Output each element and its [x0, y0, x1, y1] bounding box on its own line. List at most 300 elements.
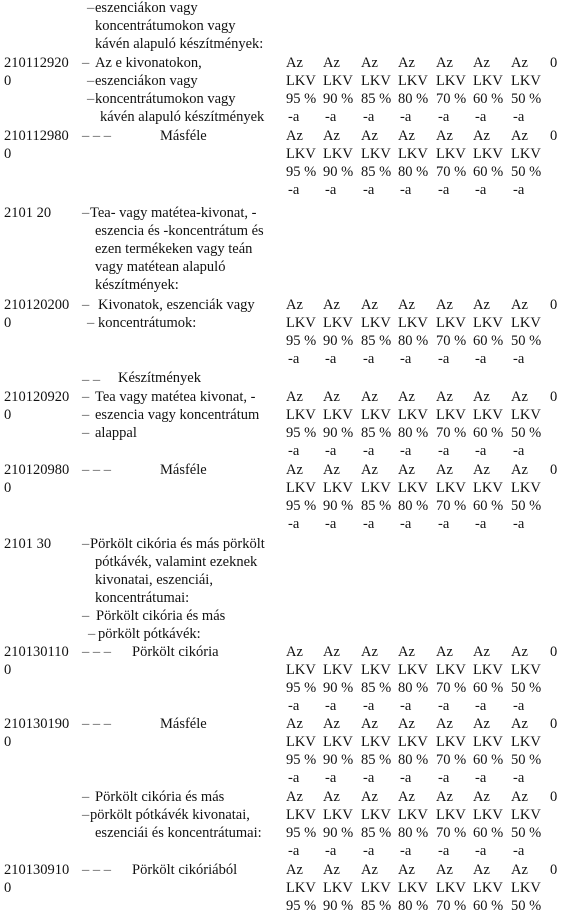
rate-lkv: LKV [511, 734, 541, 750]
desc-line: eszenciákon vagy [95, 73, 198, 89]
rate-az: Az [398, 128, 415, 144]
dash-mark: – – – [82, 644, 111, 660]
rate-az: Az [473, 462, 490, 478]
rate-lkv: LKV [473, 480, 503, 496]
dash-mark: – – [82, 372, 101, 388]
rate-lkv: LKV [323, 480, 353, 496]
desc-line: készítmények: [95, 277, 179, 293]
rate-az: Az [511, 862, 528, 878]
rate-percent: 95 % [286, 164, 317, 180]
desc-line: Tea- vagy matétea-kivonat, - [90, 205, 257, 221]
dash-mark: – [82, 789, 90, 805]
rate-suffix: -a [325, 182, 337, 198]
dash-mark: – – – [82, 128, 111, 144]
rate-az: Az [361, 862, 378, 878]
rate-az: Az [286, 297, 303, 313]
rate-lkv: LKV [361, 146, 391, 162]
rate-percent: 50 % [511, 898, 542, 914]
rate-suffix: -a [475, 351, 487, 367]
rate-suffix: -a [475, 109, 487, 125]
rate-suffix: -a [438, 109, 450, 125]
tariff-code: 2101 20 [4, 205, 52, 221]
rate-suffix: -a [288, 516, 300, 532]
rate-az: Az [436, 862, 453, 878]
rate-az: Az [473, 789, 490, 805]
desc-line: eszencia és -koncentrátum és [95, 223, 264, 239]
rate-suffix: -a [325, 698, 337, 714]
rate-suffix: -a [400, 516, 412, 532]
rate-lkv: LKV [398, 73, 428, 89]
rate-lkv: LKV [511, 807, 541, 823]
rate-percent: 90 % [323, 498, 354, 514]
rate-az: Az [473, 297, 490, 313]
desc-line: alappal [95, 425, 137, 441]
rate-lkv: LKV [286, 480, 316, 496]
rate-final: 0 [550, 297, 558, 313]
rate-percent: 60 % [473, 752, 504, 768]
rate-az: Az [473, 644, 490, 660]
rate-az: Az [398, 297, 415, 313]
rate-lkv: LKV [323, 734, 353, 750]
rate-percent: 95 % [286, 825, 317, 841]
rate-az: Az [511, 389, 528, 405]
rate-az: Az [473, 389, 490, 405]
rate-percent: 70 % [436, 825, 467, 841]
rate-final: 0 [550, 862, 558, 878]
rate-final: 0 [550, 644, 558, 660]
dash-mark: – [82, 205, 90, 221]
rate-lkv: LKV [323, 662, 353, 678]
tariff-code-suffix: 0 [4, 315, 12, 331]
dash-mark: – [87, 0, 95, 16]
rate-final: 0 [550, 462, 558, 478]
rate-az: Az [511, 644, 528, 660]
rate-az: Az [323, 644, 340, 660]
dash-mark: – – – [82, 716, 111, 732]
rate-suffix: -a [475, 698, 487, 714]
rate-lkv: LKV [436, 480, 466, 496]
rate-percent: 80 % [398, 898, 429, 914]
rate-az: Az [398, 789, 415, 805]
rate-lkv: LKV [286, 73, 316, 89]
rate-lkv: LKV [361, 734, 391, 750]
rate-suffix: -a [363, 351, 375, 367]
rate-az: Az [436, 462, 453, 478]
rate-lkv: LKV [286, 315, 316, 331]
rate-suffix: -a [513, 516, 525, 532]
rate-percent: 95 % [286, 680, 317, 696]
desc-line: koncentrátumokon vagy [95, 18, 236, 34]
rate-suffix: -a [513, 443, 525, 459]
rate-lkv: LKV [398, 662, 428, 678]
rate-suffix: -a [400, 443, 412, 459]
rate-percent: 70 % [436, 333, 467, 349]
desc-line: Az e kivonatokon, [95, 55, 202, 71]
rate-final: 0 [550, 389, 558, 405]
rate-suffix: -a [288, 770, 300, 786]
rate-suffix: -a [438, 351, 450, 367]
rate-final: 0 [550, 716, 558, 732]
rate-lkv: LKV [511, 146, 541, 162]
rate-percent: 90 % [323, 680, 354, 696]
dash-mark: – [82, 536, 90, 552]
dash-mark: – [82, 297, 90, 313]
rate-percent: 85 % [361, 898, 392, 914]
desc-line: Pörkölt cikóriából [132, 862, 238, 878]
rate-lkv: LKV [323, 315, 353, 331]
rate-az: Az [436, 55, 453, 71]
rate-percent: 60 % [473, 680, 504, 696]
rate-az: Az [323, 128, 340, 144]
rate-lkv: LKV [323, 73, 353, 89]
rate-suffix: -a [438, 843, 450, 859]
rate-percent: 70 % [436, 680, 467, 696]
rate-percent: 80 % [398, 498, 429, 514]
rate-percent: 60 % [473, 825, 504, 841]
rate-lkv: LKV [323, 407, 353, 423]
rate-suffix: -a [513, 698, 525, 714]
rate-percent: 60 % [473, 898, 504, 914]
rate-lkv: LKV [361, 662, 391, 678]
rate-lkv: LKV [511, 662, 541, 678]
rate-az: Az [361, 55, 378, 71]
desc-line: Pörkölt cikória és más pörkölt [90, 536, 265, 552]
rate-lkv: LKV [436, 315, 466, 331]
desc-line: Készítmények [118, 370, 201, 386]
rate-lkv: LKV [398, 146, 428, 162]
rate-percent: 80 % [398, 91, 429, 107]
rate-lkv: LKV [436, 734, 466, 750]
tariff-code-suffix: 0 [4, 662, 12, 678]
rate-percent: 50 % [511, 825, 542, 841]
rate-suffix: -a [325, 770, 337, 786]
rate-az: Az [473, 716, 490, 732]
rate-percent: 90 % [323, 898, 354, 914]
dash-mark: – [87, 73, 95, 89]
rate-lkv: LKV [398, 880, 428, 896]
rate-percent: 90 % [323, 91, 354, 107]
desc-line: koncentrátumokon vagy [95, 91, 236, 107]
desc-line: vagy matétean alapuló [95, 259, 226, 275]
rate-percent: 85 % [361, 333, 392, 349]
rate-suffix: -a [438, 443, 450, 459]
rate-suffix: -a [475, 516, 487, 532]
desc-line: koncentrátumai: [95, 590, 190, 606]
desc-line: kávén alapuló készítmények [100, 109, 265, 125]
rate-az: Az [398, 716, 415, 732]
rate-az: Az [286, 716, 303, 732]
desc-line: Kivonatok, eszenciák vagy [98, 297, 255, 313]
rate-lkv: LKV [398, 315, 428, 331]
rate-suffix: -a [363, 443, 375, 459]
rate-lkv: LKV [323, 146, 353, 162]
dash-mark: – [88, 626, 96, 642]
desc-line: Tea vagy matétea kivonat, - [95, 389, 256, 405]
rate-percent: 80 % [398, 825, 429, 841]
rate-lkv: LKV [361, 315, 391, 331]
tariff-code-suffix: 0 [4, 73, 12, 89]
rate-percent: 50 % [511, 752, 542, 768]
rate-az: Az [323, 462, 340, 478]
rate-az: Az [436, 716, 453, 732]
rate-az: Az [398, 462, 415, 478]
rate-percent: 85 % [361, 91, 392, 107]
rate-suffix: -a [438, 770, 450, 786]
dash-mark: – – – [82, 462, 111, 478]
rate-suffix: -a [475, 443, 487, 459]
tariff-code: 210120200 [4, 297, 70, 313]
rate-suffix: -a [325, 516, 337, 532]
rate-suffix: -a [325, 443, 337, 459]
rate-percent: 90 % [323, 425, 354, 441]
rate-percent: 60 % [473, 333, 504, 349]
rate-az: Az [398, 389, 415, 405]
rate-suffix: -a [438, 516, 450, 532]
rate-suffix: -a [363, 843, 375, 859]
rate-lkv: LKV [436, 146, 466, 162]
rate-lkv: LKV [361, 880, 391, 896]
tariff-code: 210120980 [4, 462, 70, 478]
desc-line: eszenciái és koncentrátumai: [95, 825, 262, 841]
rate-suffix: -a [288, 443, 300, 459]
rate-lkv: LKV [473, 880, 503, 896]
rate-lkv: LKV [436, 880, 466, 896]
rate-percent: 80 % [398, 425, 429, 441]
rate-percent: 50 % [511, 333, 542, 349]
tariff-code: 210112920 [4, 55, 69, 71]
rate-az: Az [323, 789, 340, 805]
rate-percent: 50 % [511, 680, 542, 696]
rate-lkv: LKV [398, 407, 428, 423]
rate-final: 0 [550, 55, 558, 71]
rate-suffix: -a [400, 182, 412, 198]
desc-line: kivonatai, eszenciái, [95, 572, 213, 588]
rate-lkv: LKV [436, 662, 466, 678]
rate-az: Az [323, 716, 340, 732]
rate-suffix: -a [363, 182, 375, 198]
tariff-code: 210130190 [4, 716, 70, 732]
rate-az: Az [361, 789, 378, 805]
desc-line: pörkölt pótkávék kivonatai, [90, 807, 250, 823]
rate-lkv: LKV [473, 734, 503, 750]
rate-lkv: LKV [473, 407, 503, 423]
rate-percent: 60 % [473, 164, 504, 180]
tariff-code-suffix: 0 [4, 407, 12, 423]
rate-percent: 95 % [286, 91, 317, 107]
rate-percent: 50 % [511, 498, 542, 514]
rate-lkv: LKV [323, 807, 353, 823]
rate-az: Az [286, 128, 303, 144]
rate-suffix: -a [288, 351, 300, 367]
rate-az: Az [286, 644, 303, 660]
rate-lkv: LKV [286, 880, 316, 896]
rate-percent: 85 % [361, 680, 392, 696]
rate-lkv: LKV [511, 480, 541, 496]
tariff-code: 210120920 [4, 389, 70, 405]
desc-line: eszenciákon vagy [95, 0, 198, 16]
rate-suffix: -a [513, 351, 525, 367]
rate-lkv: LKV [473, 73, 503, 89]
rate-az: Az [398, 55, 415, 71]
rate-percent: 85 % [361, 825, 392, 841]
rate-suffix: -a [400, 843, 412, 859]
rate-percent: 70 % [436, 752, 467, 768]
rate-az: Az [286, 862, 303, 878]
rate-percent: 95 % [286, 333, 317, 349]
rate-percent: 50 % [511, 164, 542, 180]
rate-percent: 90 % [323, 164, 354, 180]
rate-az: Az [511, 789, 528, 805]
rate-percent: 90 % [323, 333, 354, 349]
rate-lkv: LKV [286, 662, 316, 678]
rate-percent: 70 % [436, 164, 467, 180]
rate-suffix: -a [475, 182, 487, 198]
desc-line: Másféle [160, 128, 207, 144]
rate-lkv: LKV [398, 734, 428, 750]
rate-az: Az [323, 862, 340, 878]
rate-percent: 95 % [286, 498, 317, 514]
rate-lkv: LKV [361, 407, 391, 423]
dash-mark: – [82, 807, 90, 823]
tariff-code-suffix: 0 [4, 880, 12, 896]
rate-percent: 80 % [398, 164, 429, 180]
rate-az: Az [511, 462, 528, 478]
rate-percent: 85 % [361, 752, 392, 768]
rate-suffix: -a [363, 698, 375, 714]
rate-final: 0 [550, 789, 558, 805]
rate-az: Az [361, 462, 378, 478]
rate-lkv: LKV [511, 407, 541, 423]
rate-az: Az [361, 128, 378, 144]
rate-percent: 95 % [286, 898, 317, 914]
dash-mark: – [82, 407, 90, 423]
rate-percent: 80 % [398, 752, 429, 768]
dash-mark: – [87, 315, 95, 331]
desc-line: Másféle [160, 716, 207, 732]
rate-lkv: LKV [361, 807, 391, 823]
dash-mark: – [82, 55, 90, 71]
rate-suffix: -a [325, 843, 337, 859]
rate-az: Az [436, 789, 453, 805]
rate-az: Az [323, 389, 340, 405]
rate-lkv: LKV [398, 480, 428, 496]
rate-suffix: -a [363, 516, 375, 532]
rate-lkv: LKV [511, 315, 541, 331]
rate-az: Az [361, 297, 378, 313]
rate-az: Az [286, 389, 303, 405]
dash-mark: – [82, 389, 90, 405]
rate-az: Az [511, 297, 528, 313]
rate-suffix: -a [400, 109, 412, 125]
desc-line: Pörkölt cikória és más [95, 789, 225, 805]
rate-suffix: -a [513, 109, 525, 125]
rate-az: Az [286, 462, 303, 478]
rate-lkv: LKV [361, 73, 391, 89]
rate-percent: 85 % [361, 164, 392, 180]
rate-az: Az [323, 297, 340, 313]
desc-line: Pörkölt cikória [132, 644, 219, 660]
rate-suffix: -a [400, 770, 412, 786]
rate-az: Az [323, 55, 340, 71]
rate-suffix: -a [363, 770, 375, 786]
rate-lkv: LKV [286, 146, 316, 162]
rate-percent: 80 % [398, 680, 429, 696]
rate-az: Az [436, 297, 453, 313]
rate-lkv: LKV [286, 734, 316, 750]
rate-suffix: -a [325, 109, 337, 125]
rate-percent: 80 % [398, 333, 429, 349]
rate-az: Az [473, 862, 490, 878]
rate-lkv: LKV [511, 73, 541, 89]
rate-az: Az [361, 389, 378, 405]
tariff-code: 210112980 [4, 128, 69, 144]
rate-suffix: -a [513, 843, 525, 859]
rate-lkv: LKV [511, 880, 541, 896]
rate-percent: 95 % [286, 752, 317, 768]
rate-percent: 85 % [361, 498, 392, 514]
rate-lkv: LKV [286, 407, 316, 423]
tariff-code-suffix: 0 [4, 146, 12, 162]
rate-az: Az [511, 55, 528, 71]
rate-lkv: LKV [436, 407, 466, 423]
rate-suffix: -a [513, 770, 525, 786]
rate-az: Az [511, 716, 528, 732]
rate-percent: 60 % [473, 91, 504, 107]
rate-lkv: LKV [436, 807, 466, 823]
rate-az: Az [361, 644, 378, 660]
rate-lkv: LKV [473, 315, 503, 331]
rate-lkv: LKV [398, 807, 428, 823]
rate-lkv: LKV [436, 73, 466, 89]
dash-mark: – [82, 425, 90, 441]
tariff-code: 210130110 [4, 644, 69, 660]
rate-lkv: LKV [286, 807, 316, 823]
rate-lkv: LKV [473, 662, 503, 678]
rate-percent: 60 % [473, 498, 504, 514]
rate-suffix: -a [400, 698, 412, 714]
rate-suffix: -a [438, 182, 450, 198]
rate-percent: 70 % [436, 91, 467, 107]
rate-az: Az [436, 128, 453, 144]
rate-percent: 70 % [436, 498, 467, 514]
rate-az: Az [286, 55, 303, 71]
rate-az: Az [286, 789, 303, 805]
rate-percent: 95 % [286, 425, 317, 441]
desc-line: Pörkölt cikória és más [96, 608, 226, 624]
rate-az: Az [436, 389, 453, 405]
rate-az: Az [473, 128, 490, 144]
rate-suffix: -a [288, 843, 300, 859]
desc-line: koncentrátumok: [98, 315, 197, 331]
rate-az: Az [511, 128, 528, 144]
rate-percent: 85 % [361, 425, 392, 441]
rate-suffix: -a [513, 182, 525, 198]
rate-percent: 60 % [473, 425, 504, 441]
desc-line: ezen termékeken vagy teán [95, 241, 253, 257]
rate-suffix: -a [400, 351, 412, 367]
rate-lkv: LKV [473, 146, 503, 162]
rate-lkv: LKV [323, 880, 353, 896]
tariff-code-suffix: 0 [4, 480, 12, 496]
rate-az: Az [398, 644, 415, 660]
desc-line: Másféle [160, 462, 207, 478]
tariff-code: 2101 30 [4, 536, 52, 552]
rate-suffix: -a [288, 109, 300, 125]
rate-percent: 90 % [323, 825, 354, 841]
desc-line: eszencia vagy koncentrátum [95, 407, 260, 423]
rate-suffix: -a [325, 351, 337, 367]
rate-suffix: -a [475, 843, 487, 859]
